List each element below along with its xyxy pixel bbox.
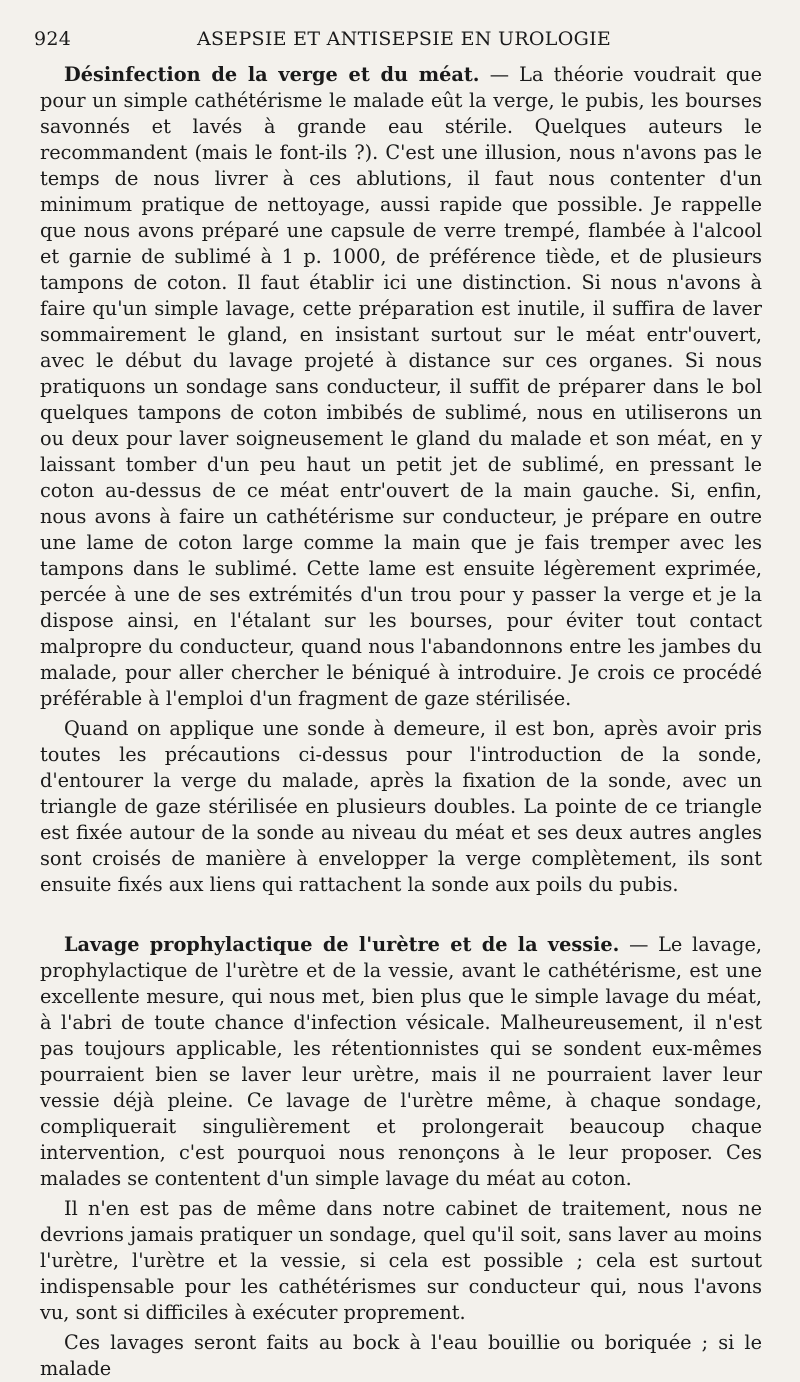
paragraph: Il n'en est pas de même dans notre cabinet de traitement, nous ne devrions jamais pratiquer un sondage, quel qu'il soit, sans laver au moins l'urètre, l'urètre et la vessie, si cela est possible ; cela est surtout indispensable pour les cathétérismes sur conducteur qui, nous l'avons vu, sont si difficiles à exécuter proprement. xyxy=(40,1197,762,1324)
paragraph-text: — Le lavage, prophylactique de l'urètre et de la vessie, avant le cathétérisme, est une excellente mesure, qui nous met, bien plus que le simple lavage du méat, à l'abri de toute chance d'infection vésicale. Malheureusement, il n'est pas toujours applicable, les rétentionnistes qui se sondent eux-mêmes pourraient bien se laver leur urètre, mais il ne pourraient laver leur vessie déjà pleine. Ce lavage de l'urètre même, à chaque sondage, compliquerait singulièrement et prolongerait beaucoup chaque intervention, c'est pourquoi nous renonçons à le leur proposer. Ces malades se contentent d'un simple lavage du méat au coton. xyxy=(40,933,762,1190)
page-header xyxy=(34,28,774,54)
paragraph-text: — La théorie voudrait que pour un simple cathétérisme le malade eût la verge, le pubis, les bourses savonnés et lavés à grande eau stérile. Quelques auteurs le recommandent (mais le font-ils ?). C'est une illusion, nous n'avons pas le temps de nous livrer à ces ablutions, il faut nous contenter d'un minimum pratique de nettoyage, aussi rapide que possible. Je rappelle que nous avons préparé une capsule de verre trempé, flambée à l'alcool et garnie de sublimé à 1 p. 1000, de préférence tiède, et de plusieurs tampons de coton. Il faut établir ici une distinction. Si nous n'avons à faire qu'un simple lavage, cette préparation est inutile, il suffira de laver sommairement le gland, en insistant surtout sur le méat entr'ouvert, avec le début du lavage projeté à distance sur ces organes. Si nous pratiquons un sondage sans conducteur, il suffit de préparer dans le bol quelques tampons de coton imbibés de sublimé, nous en utiliserons un ou deux pour laver soigneusement le gland du malade et son méat, en y laissant tomber d'un peu haut un petit jet de sublimé, en pressant le coton au-dessus de ce méat entr'ouvert de la main gauche. Si, enfin, nous avons à faire un cathétérisme sur conducteur, je prépare en outre une lame de coton large comme la main que je fais tremper avec les tampons dans le sublimé. Cette lame est ensuite légèrement exprimée, percée à une de ses extrémités d'un trou pour y passer la verge et je la dispose ainsi, en l'étalant sur les bourses, pour éviter tout contact malpropre du conducteur, quand nous l'abandonnons entre les jambes du malade, pour aller chercher le béniqué à introduire. Je crois ce procédé préférable à l'emploi d'un fragment de gaze stérilisée. xyxy=(40,63,763,710)
paragraph xyxy=(40,62,762,712)
page-number: 924 xyxy=(34,28,72,50)
paragraph: Ces lavages seront faits au bock à l'eau bouillie ou boriquée ; si le malade xyxy=(40,1331,762,1380)
section-heading: Désinfection de la verge et du méat. xyxy=(64,63,480,86)
paragraph: Quand on applique une sonde à demeure, il est bon, après avoir pris toutes les précautions ci-dessus pour l'introduction de la sonde, d'entourer la verge du malade, après la fixation de la sonde, avec un triangle de gaze stérilisée en plusieurs doubles. La pointe de ce triangle est fixée autour de la sonde au niveau du méat et ses deux autres angles sont croisés de manière à envelopper la verge complètement, ils sont ensuite fixés aux liens qui rattachent la sonde aux poils du pubis. xyxy=(40,717,762,896)
paragraph xyxy=(40,932,762,1192)
page-body xyxy=(40,62,762,1382)
running-title: ASEPSIE ET ANTISEPSIE EN UROLOGIE xyxy=(196,28,612,50)
section-heading: Lavage prophylactique de l'urètre et de la vessie. xyxy=(64,933,620,956)
